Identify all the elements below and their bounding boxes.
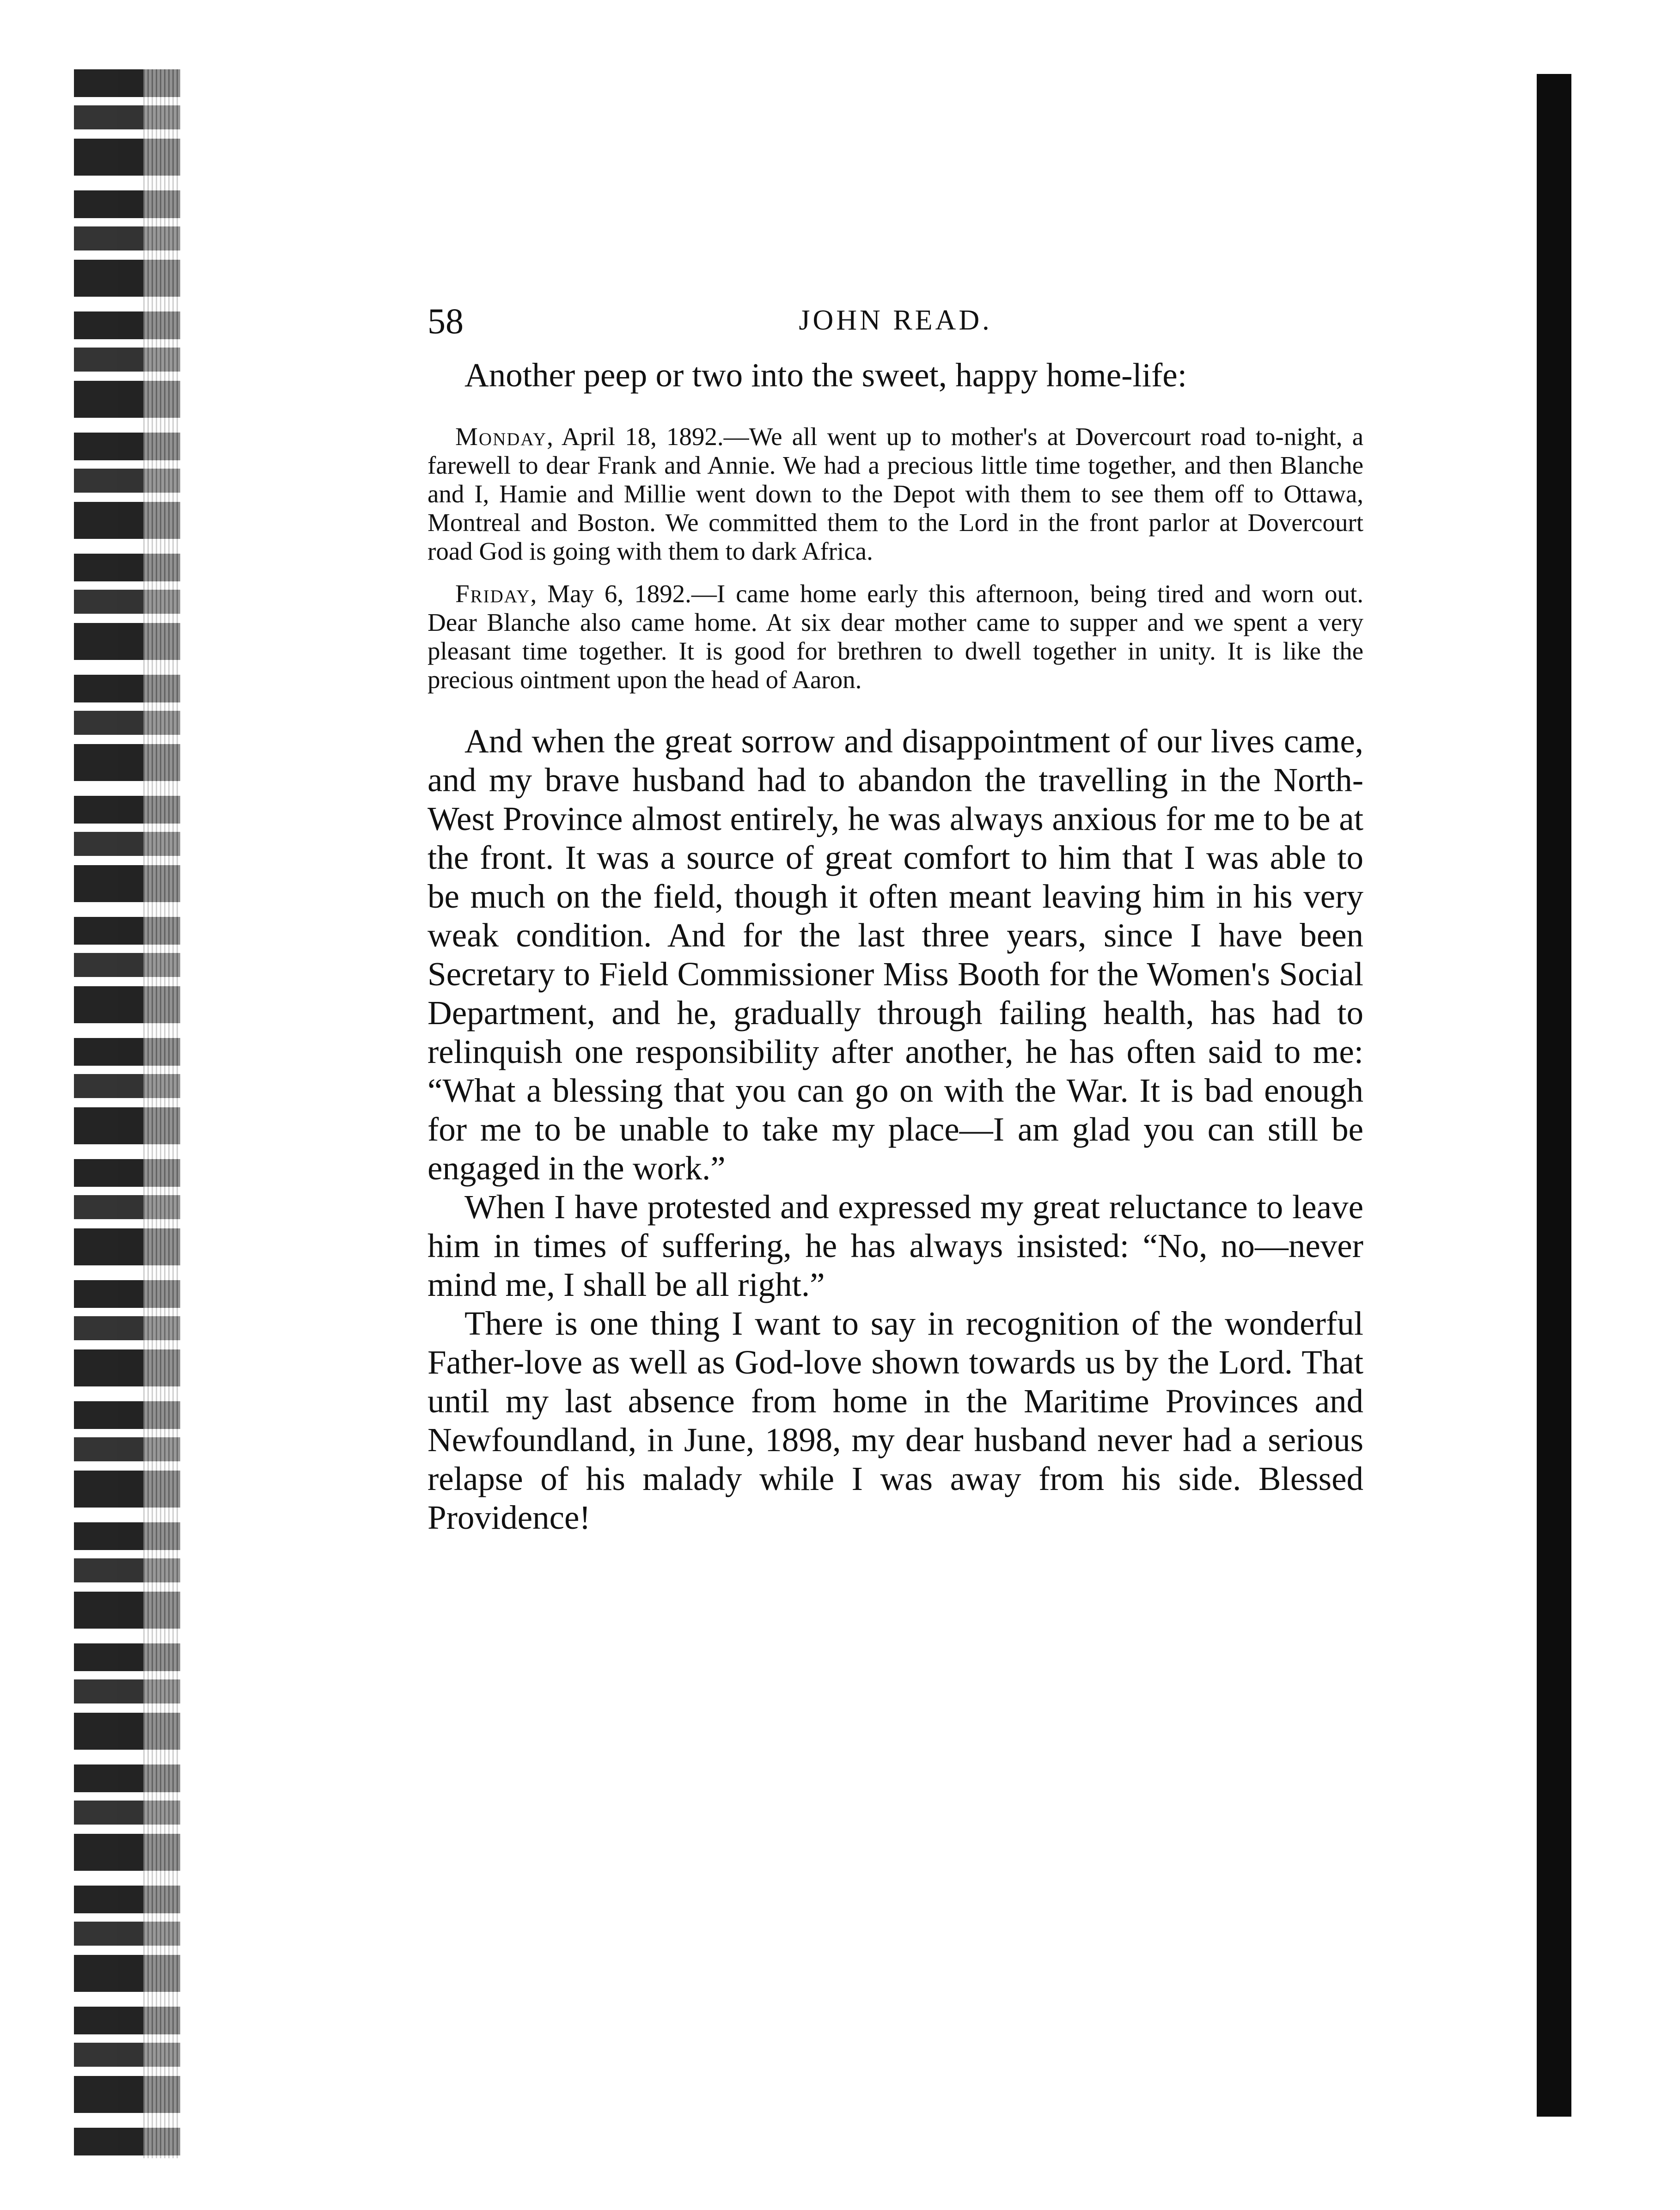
diary-entry-day: Friday [455,580,531,608]
diary-entry-friday [428,580,1363,694]
scan-edge-left [74,69,180,2158]
paragraph: There is one thing I want to say in recognition of the wonderful Father-love as well as God-love shown towards us by the Lord. That until my last absence from home in the Maritime Provinces and Newfoundland, in June, 1898, my dear husband never had a serious relapse of his malady while I was away from his side. Blessed Providence! [428,1305,1363,1536]
diary-entry-text: , April 18, 1892.—We all went up to mother's at Dovercourt road to-night, a farewell to dear Frank and Annie. We had a precious little time together, and then Blanche and I, Hamie and Millie went down to the Depot with them to see them off to Ottawa, Montreal and Boston. We committed them to the Lord in the front parlor at Dovercourt road God is going with them to dark Africa. [428,422,1363,565]
paragraph: When I have protested and expressed my great reluctance to leave him in times of suffering, he has always insisted: “No, no—never mind me, I shall be all right.” [428,1188,1363,1303]
paragraph: And when the great sorrow and disappointment of our lives came, and my brave husband had to abandon the travelling in the North-West Province almost entirely, he was always anxious for me to be at the front. It was a source of great comfort to him that I was able to be much on the field, though it often meant leaving him in his very weak condition. And for the last three years, since I have been Secretary to Field Commissioner Miss Booth for the Women's Social Department, and he, gradually through failing health, has had to relinquish one responsibility after another, he has often said to me: “What a blessing that you can go on with the War. It is bad enough for me to be unable to take my place—I am glad you can still be engaged in the work.” [428,722,1363,1187]
diary-entry-day: Monday [455,422,547,451]
main-text [428,722,1363,1537]
diary-entry-monday [428,422,1363,566]
diary-entry-text: , May 6, 1892.—I came home early this afternoon, being tired and worn out. Dear Blanche also came home. At six dear mother came to supper and we spent a very pleasant time together. It is good for brethren to dwell together in unity. It is like the precious ointment upon the head of Aaron. [428,580,1363,694]
running-head [428,300,1363,351]
book-page [428,300,1363,1537]
scan-edge-right [1537,74,1571,2117]
page-number: 58 [428,301,464,341]
running-title: JOHN READ. [799,305,992,336]
intro-paragraph: Another peep or two into the sweet, happy home-life: [464,356,1187,394]
